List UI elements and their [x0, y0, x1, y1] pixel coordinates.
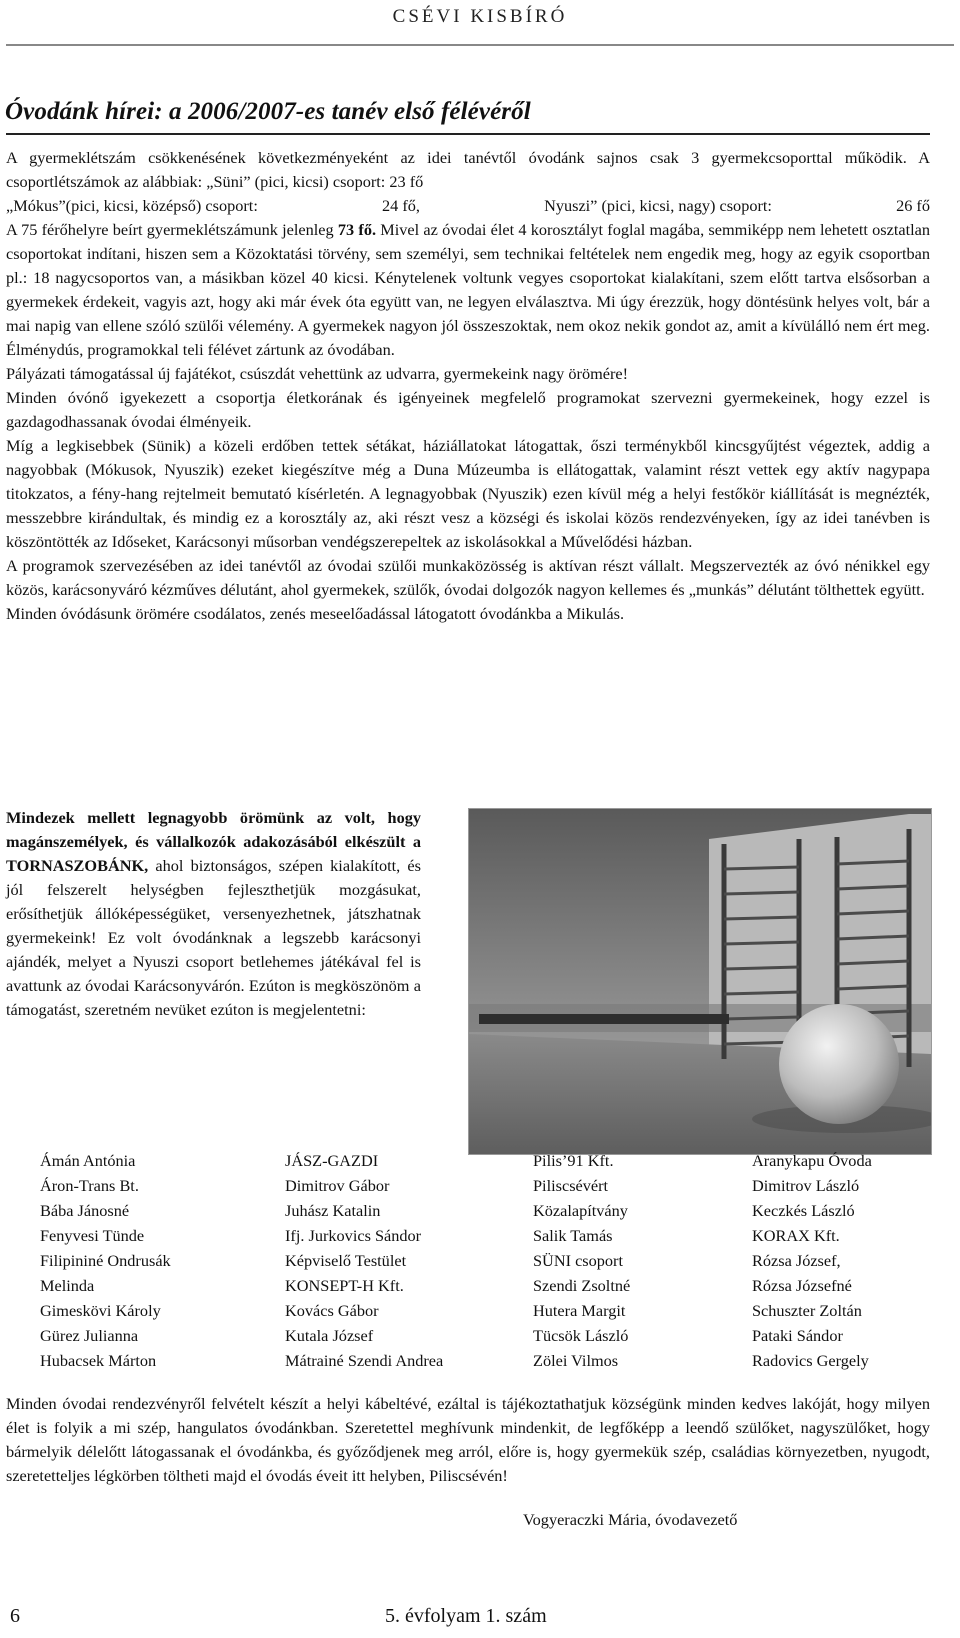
sponsor-column-1 [40, 1148, 171, 1373]
sponsor-name: Aranykapu Óvoda [752, 1151, 872, 1170]
sponsor-name: Zölei Vilmos [533, 1351, 619, 1370]
paragraph-parents: A programok szervezésében az idei tanévtől az óvodai szülői munkaközösség is aktívan részt vállalt. Megszervezték az óvó nénikkel egy közös, karácsonyváró kézműves délutánt, ahol gyermekek, szülők, óvodai dolgozók nagyon kellemes és „munkás” délutánt tölthettek együtt. [6, 556, 930, 599]
sponsor-name: Salik Tamás [533, 1226, 613, 1245]
paragraph-playground: Pályázati támogatással új fajátékot, csúszdát vehettünk az udvarra, gyermekeink nagy örömére! [6, 364, 629, 383]
sponsor-name: Gimeskövi Károly [40, 1301, 161, 1320]
sponsor-name: Pataki Sándor [752, 1326, 843, 1345]
sponsor-name: Rózsa József, [752, 1251, 841, 1270]
sponsor-name: Mátrainé Szendi Andrea [285, 1351, 444, 1370]
gym-lead: Mindezek mellett legnagyobb örömünk az volt, hogy magánszemélyek, és vállalkozók adakozásából elkészült a TORNASZOBÁNK, [6, 808, 421, 875]
bench-icon [479, 1014, 729, 1024]
newspaper-header: CSÉVI KISBÍRÓ [392, 6, 568, 27]
sponsor-name: Juhász Katalin [285, 1201, 381, 1220]
gym-paragraph [6, 806, 421, 1022]
sponsor-name: Kutala József [285, 1326, 374, 1345]
paragraph-activities: Míg a legkisebbek (Sünik) a közeli erdőben tettek sétákat, háziállatokat látogattak, őszi terménykből kincsgyűjtést végeztek, addig a nagyobbak (Mókusok, Nyuszik) ezeket kiegészítve még a Duna Múzeumba is ellátogattak, valamint részt vettek egy aktív nagypapa titokzatos, a fény-hang rejtelmeit bemutató kísérletén. A legnagyobbak (Nyuszik) ezen kívül még a helyi festőkör kiállítását is megnézték, messzebbre kirándultak, és mindig ez a korosztály az, aki részt vesz a községi és iskolai közös rendezvényeken, így az idei tanévben is köszöntötték az Időseket, Karácsonyi műsorban vendégszerepeltek az iskolásokkal a Művelődési házban. [6, 436, 930, 551]
issue-label: 5. évfolyam 1. szám [385, 1605, 547, 1627]
paragraph-intro: A gyermeklétszám csökkenésének következményeként az idei tanévtől óvodánk sajnos csak 3 gyermekcsoporttal működik. A csoportlétszámok az alábbiak: „Süni” (pici, kicsi) csoport: 23 fő [6, 148, 930, 191]
group-line [6, 194, 930, 218]
closing-paragraph: Minden óvodai rendezvényről felvételt készít a helyi kábeltévé, ezáltal is tájékoztathatjuk községünk minden kedves lakóját, hogy milyen élet is folyik a mi szép, hangulatos óvodánkban. Szeretettel meghívunk mindenkit, de legfőképp a leendő szülőket, nagyszülőket, hogy bármelyik délelőtt látogassanak el óvodánkba, és győződjenek meg arról, előre is, hogy gyermekük szép, családias környezetben, nyugodt, szeretetteljes légkörben töltheti majd el óvodás éveit itt helyben, Piliscsévén! [6, 1394, 930, 1485]
sponsor-name: Ámán Antónia [40, 1151, 136, 1170]
sponsor-name: Piliscsévért [533, 1176, 609, 1195]
sponsor-name: Schuszter Zoltán [752, 1301, 862, 1320]
sponsor-name: Fenyvesi Tünde [40, 1226, 145, 1245]
sponsor-name: JÁSZ-GAZDI [285, 1151, 379, 1170]
sponsor-name: Közalapítvány [533, 1201, 628, 1220]
enrolment-continued: Mivel az óvodai élet 4 korosztályt foglal magába, semmiképp nem lehetett osztatlan csoportokat indítani, hiszen sem a Közoktatási törvény, sem személyi, sem technikai feltételek nem engedik meg, hogy az egyik csoportban pl.: 18 nagycsoportos van, a másikban közel 40 kicsi. Kénytelenek voltunk vegyes csoportokat kialakítani, szem előtt tartva elsősorban a gyermekek érdekeit, vagyis azt, hogy aki már évek óta együtt van, ne legyen elválasztva. Mi úgy érezzük, hogy döntésünk helyes volt, bár a mai napig van ellene szóló szülői vélemény. A gyermekek nagyon jól összeszoktak, nem okoz nekik gondot az, amit a kívülálló nem ért meg. Élménydús, programokkal teli félévet zártunk az óvodában. [6, 220, 930, 359]
article-body [6, 146, 930, 626]
sponsor-name: Kovács Gábor [285, 1301, 379, 1320]
header-rule [6, 44, 954, 46]
title-rule [6, 133, 930, 135]
sponsor-column-2 [285, 1148, 443, 1373]
sponsor-list [0, 1148, 960, 1400]
page-number: 6 [10, 1605, 20, 1627]
sponsor-name: Filipininé Ondrusák [40, 1251, 171, 1270]
gym-room-photo [468, 808, 932, 1155]
paragraph-mikulas: Minden óvódásunk örömére csodálatos, zenés meseelőadással látogatott óvodánkba a Mikulás. [6, 604, 625, 623]
sponsor-name: Melinda [40, 1276, 95, 1295]
sponsor-name: Áron-Trans Bt. [40, 1176, 139, 1195]
sponsor-name: Pilis’91 Kft. [533, 1151, 614, 1170]
sponsor-name: Hutera Margit [533, 1301, 626, 1320]
group-nyuszi-count: 26 fő [896, 196, 930, 215]
sponsor-column-3 [533, 1148, 630, 1373]
sponsor-column-4 [752, 1148, 872, 1373]
paragraph-enrolment [6, 218, 930, 362]
group-mokus-count: 24 fő, [381, 196, 420, 215]
enrolment-count: 73 fő. [337, 220, 377, 239]
sponsor-name: Képviselő Testület [285, 1251, 407, 1270]
sponsor-name: Szendi Zsoltné [533, 1276, 631, 1295]
paragraph-programs: Minden óvónő igyekezett a csoportja életkorának és igényeinek megfelelő programokat szervezni gyermekeinek, hogy ezzel is gazdagodhassanak óvodai élményeik. [6, 388, 930, 431]
sponsor-name: KONSEPT-H Kft. [285, 1276, 404, 1295]
sponsor-name: Dimitrov Gábor [285, 1176, 390, 1195]
group-mokus: „Mókus”(pici, kicsi, középső) csoport: [6, 196, 258, 215]
signature: Vogyeraczki Mária, óvodavezető [523, 1510, 738, 1529]
article-title: Óvodánk hírei: a 2006/2007-es tanév első félévéről [5, 98, 531, 125]
sponsor-name: Keczkés László [752, 1201, 855, 1220]
sponsor-name: Dimitrov László [752, 1176, 860, 1195]
sponsor-name: Ifj. Jurkovics Sándor [285, 1226, 422, 1245]
sponsor-name: KORAX Kft. [752, 1226, 840, 1245]
sponsor-name: Gürez Julianna [40, 1326, 139, 1345]
gym-text [6, 806, 421, 1022]
sponsor-name: SÜNI csoport [533, 1251, 623, 1270]
sponsor-name: Hubacsek Márton [40, 1351, 157, 1370]
gym-rest: ahol biztonságos, szépen kialakított, és jól felszerelt helységben fejleszthetjük mozgásukat, erősíthetjük állóképességüket, versenyezhetnek, játszhatnak gyermekeink! Ez volt óvodánknak a legszebb karácsonyi ajándék, melyet a Nyuszi csoport betlehemes játékával fel is avattunk az óvodai Karácsonyvárón. Ezúton is megköszönöm a támogatást, szeretném nevüket ezúton is megjelentetni: [6, 856, 421, 1019]
enrolment-text: A 75 férőhelyre beírt gyermeklétszámunk jelenleg [6, 220, 338, 239]
sponsor-name: Tücsök László [533, 1326, 629, 1345]
sponsor-name: Radovics Gergely [752, 1351, 869, 1370]
sponsor-name: Bába Jánosné [40, 1201, 130, 1220]
group-nyuszi: Nyuszi” (pici, kicsi, nagy) csoport: [544, 196, 772, 215]
gym-ball-icon [779, 1004, 899, 1124]
closing-section [6, 1392, 930, 1488]
sponsor-name: Rózsa Józsefné [752, 1276, 852, 1295]
